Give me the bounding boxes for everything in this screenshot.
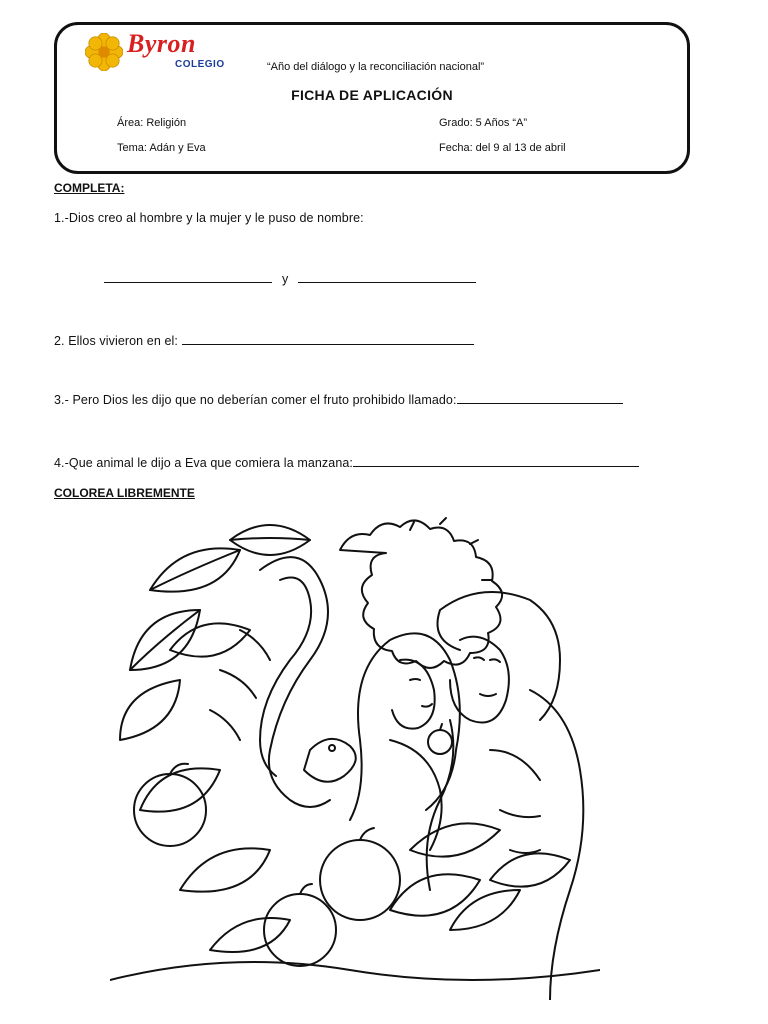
eve-face [392, 660, 435, 729]
fruit [264, 894, 336, 966]
grado-field: Grado: 5 Años “A” [439, 117, 528, 129]
answer-1b-field[interactable] [298, 270, 476, 283]
adam-eve-coloring-illustration [110, 510, 600, 1000]
answer-4-field[interactable] [353, 454, 639, 467]
apple [428, 730, 452, 754]
fecha-field: Fecha: del 9 al 13 de abril [439, 142, 566, 154]
area-field: Área: Religión [117, 117, 187, 129]
conjunction: y [282, 272, 289, 286]
question-4-text: 4.-Que animal le dijo a Eva que comiera la manzana: [54, 456, 354, 470]
eve-body [390, 740, 442, 850]
page-title: FICHA DE APLICACIÓN [291, 87, 453, 103]
question-2-text: 2. Ellos vivieron en el: [54, 334, 178, 348]
question-3-text: 3.- Pero Dios les dijo que no deberían comer el fruto prohibido llamado: [54, 393, 457, 407]
leaf [230, 525, 310, 555]
leaf [210, 918, 290, 952]
leaf [180, 848, 270, 891]
answer-3-field[interactable] [457, 391, 623, 404]
logo-name: Byron [127, 29, 196, 58]
answer-1a-field[interactable] [104, 270, 272, 283]
question-4 [54, 454, 639, 470]
leaf [410, 823, 500, 856]
leaf [120, 680, 180, 740]
tree-foliage [340, 520, 502, 668]
leaf [490, 853, 570, 886]
header-box [54, 22, 690, 174]
flower-icon [85, 33, 123, 71]
question-2 [54, 332, 474, 348]
question-1-text: 1.-Dios creo al hombre y la mujer y le puso de nombre: [54, 211, 364, 225]
question-3 [54, 391, 623, 407]
question-1 [54, 211, 364, 225]
answer-1-row [104, 270, 476, 286]
school-logo [85, 29, 235, 77]
section-colorea: COLOREA LIBREMENTE [54, 486, 195, 500]
logo-subtitle: COLEGIO [175, 59, 225, 70]
leaf [390, 874, 480, 915]
section-completa: COMPLETA: [54, 181, 125, 195]
tema-field: Tema: Adán y Eva [117, 142, 206, 154]
leaf [450, 890, 520, 930]
motto: “Año del diálogo y la reconciliación nacional” [267, 61, 485, 73]
answer-2-field[interactable] [182, 332, 474, 345]
fruit [320, 840, 400, 920]
adam-body [530, 690, 583, 1000]
